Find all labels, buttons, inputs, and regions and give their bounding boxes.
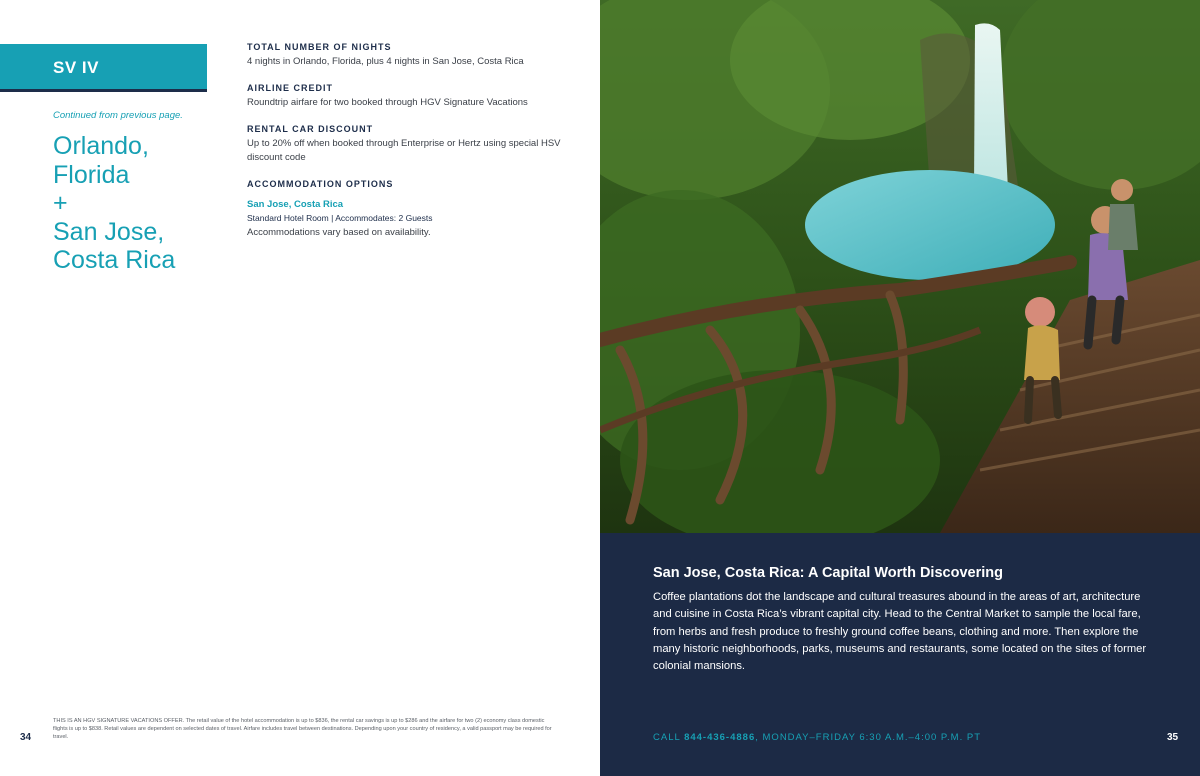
- panel-body: Coffee plantations dot the landscape and cultural treasures abound in the areas of art, architecture and cuisine in Costa Rica’s vibrant capital city. Head to the Central Market to sample the local fare, from herbs and fresh produce to freshly ground coffee beans, clothing and more. Then explore the many historic neighborhoods, parks, museums and restaurants, some located on the sites of former colonial mansions.: [653, 591, 1147, 673]
- detail-label: ACCOMMODATION OPTIONS: [247, 179, 394, 189]
- waterfall-hikers-photo: [600, 0, 1200, 533]
- photo-illustration: [600, 0, 1200, 533]
- detail-label: AIRLINE CREDIT: [247, 83, 333, 93]
- call-to-action: [653, 732, 981, 743]
- section-tab: [0, 44, 207, 92]
- detail-accommodation: [247, 179, 567, 238]
- phone-number[interactable]: 844-436-4886: [684, 732, 756, 743]
- detail-airline: [247, 83, 567, 110]
- legal-disclaimer: THIS IS AN HGV SIGNATURE VACATIONS OFFER. The retail value of the hotel accommodation is up to $836, the rental car savings is up to $286 and the airfare for two (2) economy class domestic flights is up to $838. Retail values are dependent on selected dates of travel. Airfare includes travel between destinations. Depending upon your country of residency, a valid passport may be required for travel.: [53, 718, 552, 740]
- call-prefix: CALL: [653, 732, 685, 743]
- detail-value: Up to 20% off when booked through Enterprise or Hertz using special HSV discount code: [247, 138, 561, 163]
- page-number-left: 34: [20, 732, 32, 743]
- accommodation-room: Standard Hotel Room | Accommodates: 2 Guests: [247, 213, 433, 223]
- detail-value: 4 nights in Orlando, Florida, plus 4 nights in San Jose, Costa Rica: [247, 56, 524, 67]
- continued-note: Continued from previous page.: [53, 110, 183, 121]
- accommodation-note: Accommodations vary based on availability.: [247, 227, 431, 238]
- title-line: Florida: [53, 160, 130, 189]
- title-line: Costa Rica: [53, 246, 176, 274]
- detail-label: RENTAL CAR DISCOUNT: [247, 124, 374, 134]
- panel-title: San Jose, Costa Rica: A Capital Worth Discovering: [653, 565, 1003, 581]
- section-tab-label: SV IV: [53, 58, 99, 77]
- detail-nights: [247, 42, 567, 69]
- detail-value: Roundtrip airfare for two booked through HGV Signature Vacations: [247, 97, 528, 108]
- detail-rental: [247, 124, 567, 165]
- page-number-right: 35: [1167, 732, 1179, 743]
- title-line: Orlando,: [53, 132, 149, 160]
- info-panel: [600, 533, 1200, 776]
- detail-label: TOTAL NUMBER OF NIGHTS: [247, 42, 392, 52]
- destination-title: [53, 132, 243, 275]
- accommodation-city: San Jose, Costa Rica: [247, 199, 344, 210]
- call-hours: , MONDAY–FRIDAY 6:30 A.M.–4:00 P.M. PT: [755, 732, 982, 743]
- package-details: [247, 42, 567, 252]
- title-line: San Jose,: [53, 217, 165, 246]
- title-line: +: [53, 189, 68, 217]
